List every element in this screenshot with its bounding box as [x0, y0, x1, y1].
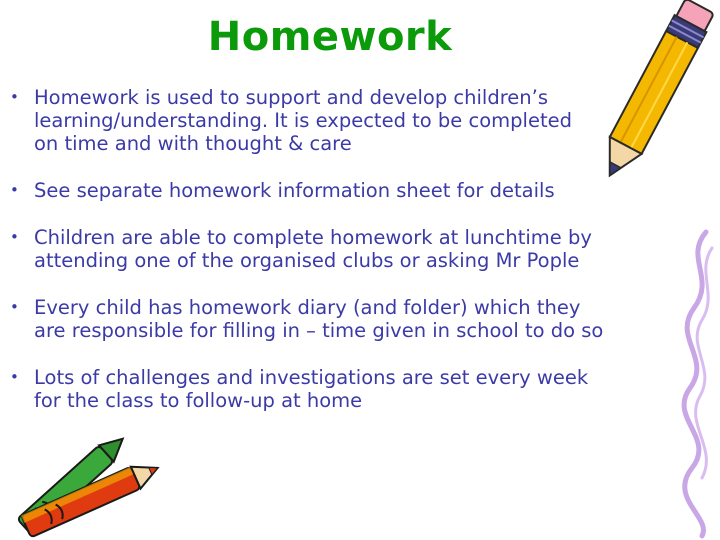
bullet-marker: • [10, 228, 19, 246]
bullet-item [10, 366, 690, 412]
bullet-line: Every child has homework diary (and folder) which they [34, 296, 581, 319]
bullet-item [10, 226, 690, 272]
bullet-line: learning/understanding. It is expected to be completed [34, 109, 572, 132]
bullet-marker: • [10, 368, 19, 386]
bullet-marker: • [10, 181, 19, 199]
bullet-line: on time and with thought & care [34, 132, 352, 155]
swirl-decoration [676, 228, 720, 540]
bullet-marker: • [10, 88, 19, 106]
bullet-line: Homework is used to support and develop children’s [34, 86, 548, 109]
bullet-line: attending one of the organised clubs or asking Mr Pople [34, 249, 580, 272]
pencil-icon [582, 0, 720, 200]
bullet-line: are responsible for filling in – time given in school to do so [34, 319, 604, 342]
bullet-line: Children are able to complete homework at lunchtime by [34, 226, 592, 249]
crayons-icon [0, 428, 170, 540]
bullet-line: for the class to follow-up at home [34, 389, 363, 412]
bullet-marker: • [10, 298, 19, 316]
bullet-line: Lots of challenges and investigations are set every week [34, 366, 589, 389]
slide-title: Homework [207, 14, 453, 60]
bullet-item [10, 296, 690, 342]
bullet-line: See separate homework information sheet for details [34, 179, 555, 202]
